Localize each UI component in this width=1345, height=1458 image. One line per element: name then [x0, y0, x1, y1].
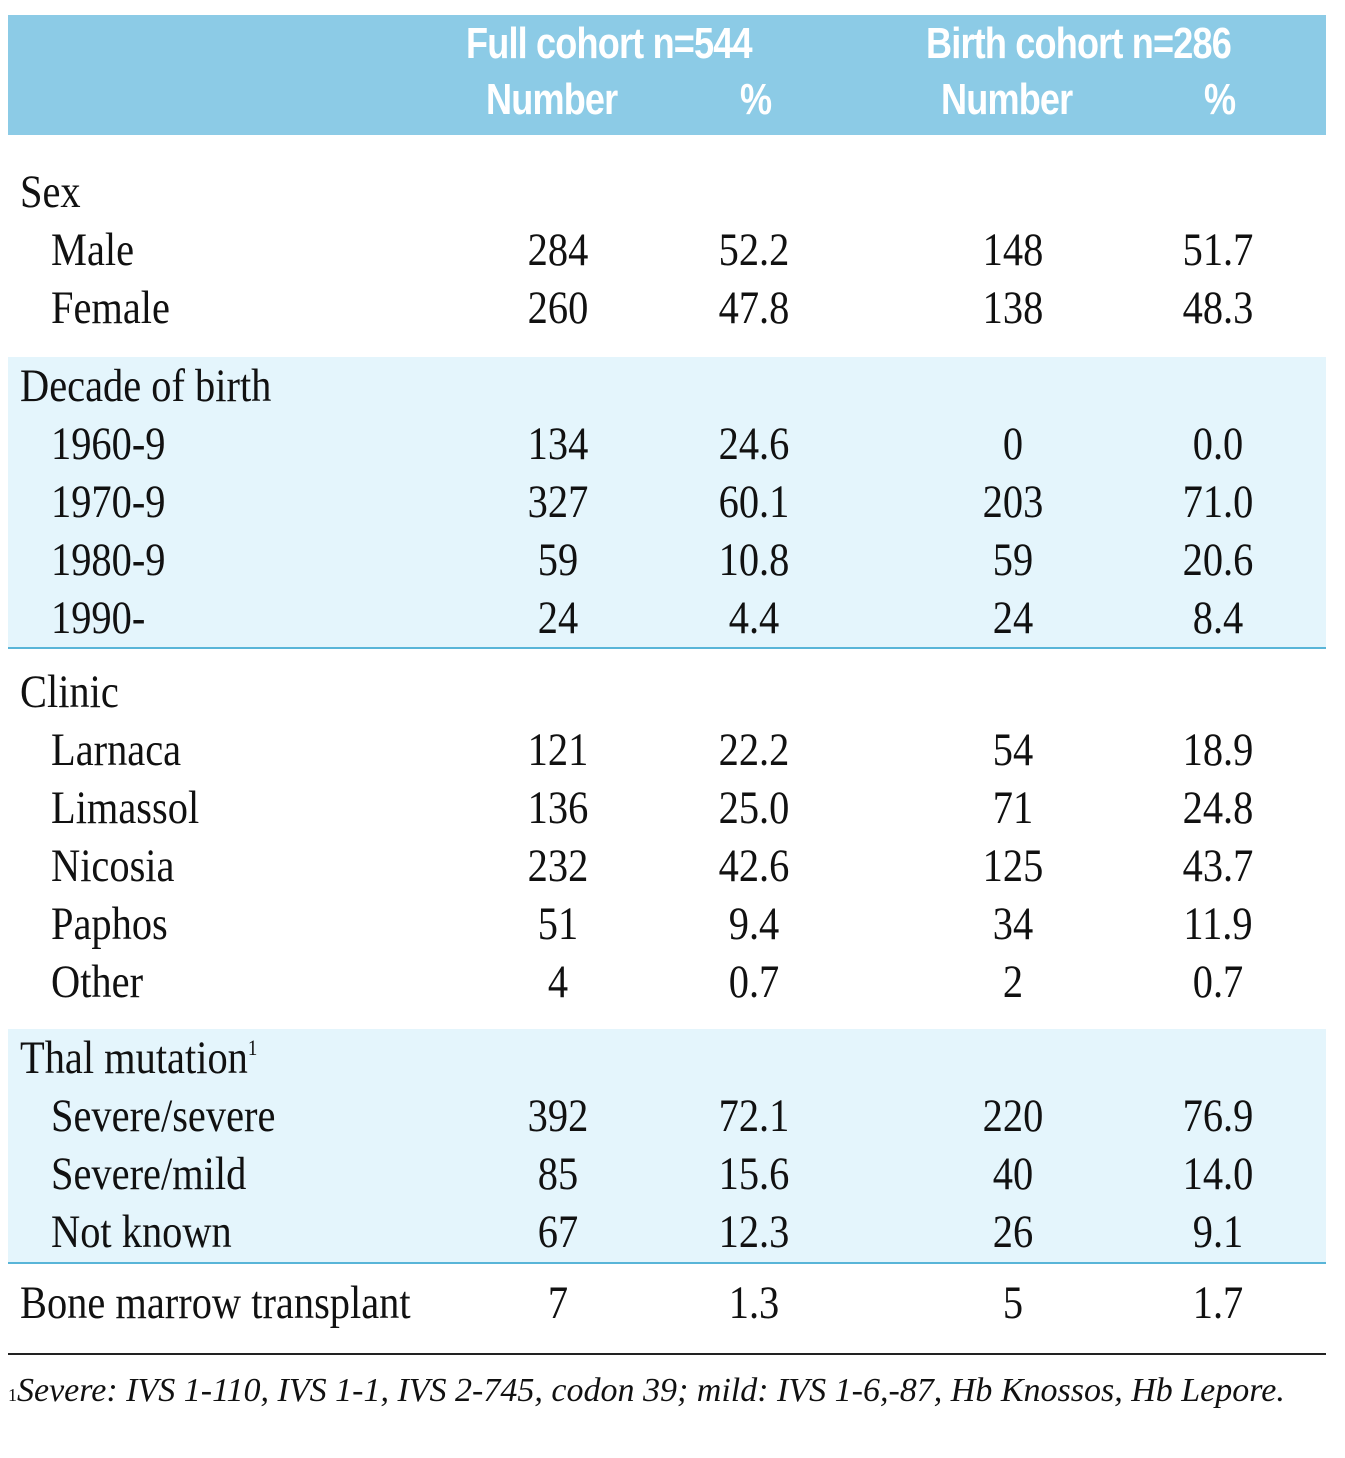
table-cell: 67	[537, 1206, 579, 1258]
footnote-text: Severe: IVS 1-110, IVS 1-1, IVS 2-745, codon 39; mild: IVS 1-6,-87, Hb Knossos, Hb Lepore.	[17, 1372, 1285, 1409]
table-cell: 15.6	[718, 1148, 790, 1200]
table-cell: 0.0	[1192, 418, 1244, 470]
row-label-nicosia: Nicosia	[51, 840, 175, 892]
table-cell: 24	[537, 592, 579, 644]
section-decade	[8, 357, 1326, 647]
row-label-1970: 1970-9	[51, 476, 166, 528]
row-label-male: Male	[51, 224, 135, 276]
table-cell: 85	[537, 1148, 579, 1200]
table-cell: 7	[547, 1277, 569, 1329]
table-cell: 11.9	[1183, 898, 1253, 950]
table-cell: 24	[992, 592, 1034, 644]
section-thal	[8, 1029, 1326, 1262]
table-cell: 72.1	[718, 1090, 790, 1142]
footnote-marker: 1	[247, 1035, 258, 1060]
table-cell: 5	[1002, 1277, 1024, 1329]
row-label-1960: 1960-9	[51, 418, 166, 470]
table-bottom-rule	[8, 1353, 1326, 1355]
row-label-larnaca: Larnaca	[51, 724, 182, 776]
table-cell: 26	[992, 1206, 1034, 1258]
table-cell: 14.0	[1182, 1148, 1254, 1200]
table-cell: 8.4	[1192, 592, 1244, 644]
table-cell: 59	[992, 534, 1034, 586]
row-label-female: Female	[51, 282, 170, 334]
full-number-header: Number	[486, 75, 618, 124]
table-footnote	[8, 1368, 1326, 1414]
section-title-thal: Thal mutation$^1$	[20, 1032, 258, 1084]
table-cell: 136	[527, 782, 589, 834]
female-birth-percent: 48.3	[1182, 282, 1254, 334]
table-cell: 71.0	[1182, 476, 1254, 528]
male-full-number: 284	[527, 224, 589, 276]
row-label-severe-severe: Severe/severe	[51, 1090, 276, 1142]
female-full-number: 260	[527, 282, 589, 334]
table-cell: 59	[537, 534, 579, 586]
table-cell: 51	[537, 898, 579, 950]
table-cell: 24.6	[718, 418, 790, 470]
table-cell: 4	[547, 956, 569, 1008]
table-cell: 232	[527, 840, 589, 892]
table-cell: 1.3	[728, 1277, 780, 1329]
table-cell: 25.0	[718, 782, 790, 834]
birth-number-header: Number	[941, 75, 1073, 124]
table-cell: 54	[992, 724, 1034, 776]
birth-cohort-header: Birth cohort n=286	[926, 19, 1232, 68]
section-sex	[8, 165, 1326, 355]
row-label-bone-marrow: Bone marrow transplant	[20, 1277, 411, 1329]
table-cell: 0	[1002, 418, 1024, 470]
table-cell: 71	[992, 782, 1034, 834]
table-header	[8, 15, 1326, 135]
section-title-clinic: Clinic	[20, 666, 119, 718]
male-full-percent: 52.2	[718, 224, 790, 276]
row-label-limassol: Limassol	[51, 782, 200, 834]
male-birth-percent: 51.7	[1182, 224, 1254, 276]
row-label-severe-mild: Severe/mild	[51, 1148, 247, 1200]
section-bmt	[8, 1264, 1326, 1349]
table-cell: 392	[527, 1090, 589, 1142]
birth-percent-header: %	[1204, 75, 1236, 124]
table-cell: 134	[527, 418, 589, 470]
female-full-percent: 47.8	[718, 282, 790, 334]
table-cell: 10.8	[718, 534, 790, 586]
table-cell: 40	[992, 1148, 1034, 1200]
table-cell: 20.6	[1182, 534, 1254, 586]
table-cell: 203	[982, 476, 1044, 528]
female-birth-number: 138	[982, 282, 1044, 334]
row-label-1980: 1980-9	[51, 534, 166, 586]
table-cell: 220	[982, 1090, 1044, 1142]
table-cell: 18.9	[1182, 724, 1254, 776]
table-cell: 125	[982, 840, 1044, 892]
row-label-paphos: Paphos	[51, 898, 168, 950]
table-cell: 24.8	[1182, 782, 1254, 834]
table-cell: 2	[1002, 956, 1024, 1008]
table-cell: 22.2	[718, 724, 790, 776]
male-birth-number: 148	[982, 224, 1044, 276]
table-cell: 42.6	[718, 840, 790, 892]
table-cell: 0.7	[1192, 956, 1244, 1008]
table-cell: 4.4	[728, 592, 780, 644]
footnote-number: 1	[8, 1385, 17, 1405]
table-cell: 9.4	[728, 898, 780, 950]
table-cell: 43.7	[1182, 840, 1254, 892]
section-clinic	[8, 649, 1326, 1027]
row-label-other: Other	[51, 956, 144, 1008]
table-cell: 12.3	[718, 1206, 790, 1258]
table-cell: 76.9	[1182, 1090, 1254, 1142]
row-label-1990: 1990-	[51, 592, 146, 644]
table-cell: 34	[992, 898, 1034, 950]
table-cell: 1.7	[1192, 1277, 1244, 1329]
table-cell: 327	[527, 476, 589, 528]
full-percent-header: %	[740, 75, 772, 124]
section-title-sex: Sex	[20, 166, 81, 218]
table-cell: 0.7	[728, 956, 780, 1008]
section-title-decade: Decade of birth	[20, 360, 272, 412]
full-cohort-header: Full cohort n=544	[466, 19, 752, 68]
row-label-not-known: Not known	[51, 1206, 232, 1258]
table-cell: 9.1	[1192, 1206, 1244, 1258]
table-cell: 60.1	[718, 476, 790, 528]
table-cell: 121	[527, 724, 589, 776]
